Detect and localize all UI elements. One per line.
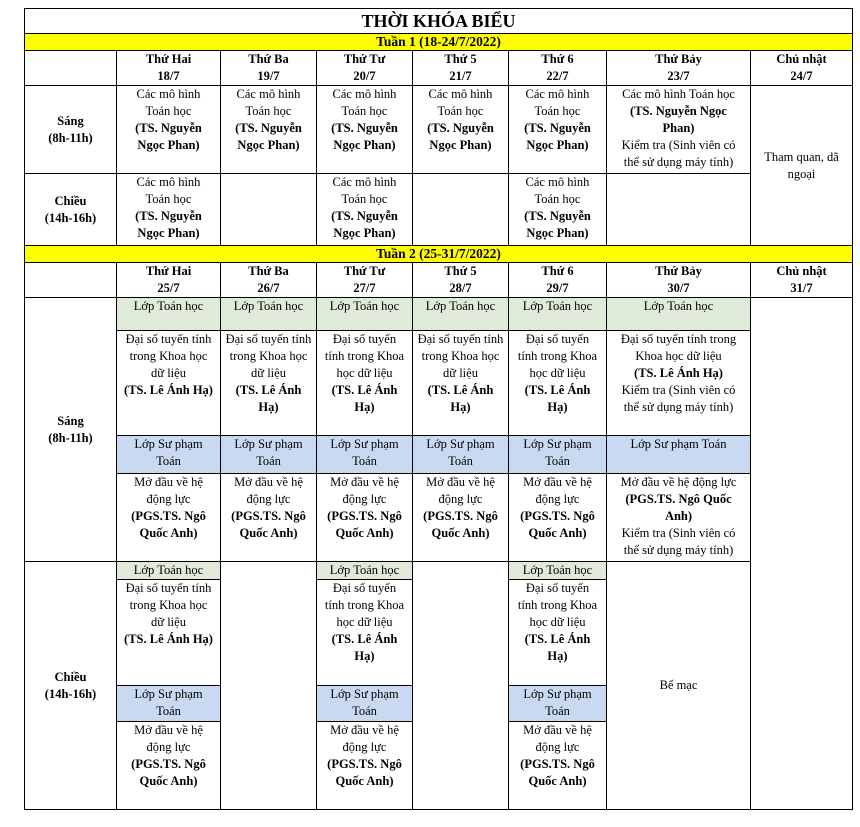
timetable xyxy=(24,8,852,810)
week1-thu-morning: Các mô hình Toán học (TS. Nguyễn Ngọc Phan) xyxy=(413,86,509,174)
week2-tue-am-dyn: Mở đầu về hệ động lực (PGS.TS. Ngô Quốc Anh) xyxy=(221,474,317,562)
week2-wed-am-linalg: Đại số tuyến tính trong Khoa học dữ liệu (TS. Lê Ánh Hạ) xyxy=(317,331,413,436)
week1-sat-afternoon xyxy=(607,174,751,246)
week2-sat-am-math-class: Lớp Toán học xyxy=(607,298,751,331)
week1-day-mon: Thứ Hai 18/7 xyxy=(117,51,221,86)
week2-wed-am-dyn: Mở đầu về hệ động lực (PGS.TS. Ngô Quốc Anh) xyxy=(317,474,413,562)
week1-day-sun: Chủ nhật 24/7 xyxy=(751,51,853,86)
week2-day-fri: Thứ 6 29/7 xyxy=(509,263,607,298)
week2-day-mon: Thứ Hai 25/7 xyxy=(117,263,221,298)
week2-wed-pm-math-class: Lớp Toán học xyxy=(317,562,413,580)
week2-mon-am-dyn: Mở đầu về hệ động lực (PGS.TS. Ngô Quốc Anh) xyxy=(117,474,221,562)
week2-mon-am-ped-class: Lớp Sư phạm Toán xyxy=(117,436,221,474)
week2-banner: Tuần 2 (25-31/7/2022) xyxy=(25,246,853,263)
week2-tue-am-ped-class: Lớp Sư phạm Toán xyxy=(221,436,317,474)
week1-afternoon-label: Chiều (14h-16h) xyxy=(25,174,117,246)
week2-wed-pm-ped-class: Lớp Sư phạm Toán xyxy=(317,686,413,722)
week1-tue-morning: Các mô hình Toán học (TS. Nguyễn Ngọc Phan) xyxy=(221,86,317,174)
week1-sat-morning: Các mô hình Toán học (TS. Nguyễn Ngọc Phan) Kiểm tra (Sinh viên có thể sử dụng máy tính) xyxy=(607,86,751,174)
week2-sat-am-ped-class: Lớp Sư phạm Toán xyxy=(607,436,751,474)
week1-mon-afternoon: Các mô hình Toán học (TS. Nguyễn Ngọc Phan) xyxy=(117,174,221,246)
week1-sunday-excursion: Tham quan, dã ngoại xyxy=(751,86,853,246)
week2-mon-pm-ped-class: Lớp Sư phạm Toán xyxy=(117,686,221,722)
week1-banner: Tuần 1 (18-24/7/2022) xyxy=(25,34,853,51)
week2-mon-pm-linalg: Đại số tuyến tính trong Khoa học dữ liệu (TS. Lê Ánh Hạ) xyxy=(117,580,221,686)
week2-sunday-empty xyxy=(751,298,853,810)
week1-wed-morning: Các mô hình Toán học (TS. Nguyễn Ngọc Phan) xyxy=(317,86,413,174)
week1-wed-afternoon: Các mô hình Toán học (TS. Nguyễn Ngọc Phan) xyxy=(317,174,413,246)
week1-tue-afternoon xyxy=(221,174,317,246)
week2-thu-am-dyn: Mở đầu về hệ động lực (PGS.TS. Ngô Quốc Anh) xyxy=(413,474,509,562)
week2-day-thu: Thứ 5 28/7 xyxy=(413,263,509,298)
week1-fri-afternoon: Các mô hình Toán học (TS. Nguyễn Ngọc Phan) xyxy=(509,174,607,246)
week2-thu-am-ped-class: Lớp Sư phạm Toán xyxy=(413,436,509,474)
week2-tue-am-math-class: Lớp Toán học xyxy=(221,298,317,331)
week2-tue-pm-empty xyxy=(221,562,317,810)
week1-fri-morning: Các mô hình Toán học (TS. Nguyễn Ngọc Phan) xyxy=(509,86,607,174)
week2-day-sat: Thứ Bảy 30/7 xyxy=(607,263,751,298)
week2-fri-pm-dyn: Mở đầu về hệ động lực (PGS.TS. Ngô Quốc Anh) xyxy=(509,722,607,810)
week1-thu-afternoon xyxy=(413,174,509,246)
week2-mon-pm-dyn: Mở đầu về hệ động lực (PGS.TS. Ngô Quốc Anh) xyxy=(117,722,221,810)
corner-cell-2 xyxy=(25,263,117,298)
week2-thu-pm-empty xyxy=(413,562,509,810)
week2-wed-am-math-class: Lớp Toán học xyxy=(317,298,413,331)
week2-wed-pm-linalg: Đại số tuyến tính trong Khoa học dữ liệu (TS. Lê Ánh Hạ) xyxy=(317,580,413,686)
week2-fri-am-ped-class: Lớp Sư phạm Toán xyxy=(509,436,607,474)
week1-day-header-row xyxy=(25,51,853,86)
week2-day-wed: Thứ Tư 27/7 xyxy=(317,263,413,298)
week2-sat-am-linalg: Đại số tuyến tính trong Khoa học dữ liệu (TS. Lê Ánh Hạ) Kiểm tra (Sinh viên có thể sử dụng máy tính) xyxy=(607,331,751,436)
week2-day-header-row xyxy=(25,263,853,298)
week2-afternoon-label: Chiều (14h-16h) xyxy=(25,562,117,810)
week2-thu-am-math-class: Lớp Toán học xyxy=(413,298,509,331)
week2-day-tue: Thứ Ba 26/7 xyxy=(221,263,317,298)
week2-fri-pm-math-class: Lớp Toán học xyxy=(509,562,607,580)
week2-morning-label: Sáng (8h-11h) xyxy=(25,298,117,562)
week2-fri-am-dyn: Mở đầu về hệ động lực (PGS.TS. Ngô Quốc Anh) xyxy=(509,474,607,562)
week2-wed-pm-dyn: Mở đầu về hệ động lực (PGS.TS. Ngô Quốc Anh) xyxy=(317,722,413,810)
week2-mon-pm-math-class: Lớp Toán học xyxy=(117,562,221,580)
week1-day-sat: Thứ Bảy 23/7 xyxy=(607,51,751,86)
week2-fri-pm-linalg: Đại số tuyến tính trong Khoa học dữ liệu (TS. Lê Ánh Hạ) xyxy=(509,580,607,686)
week2-tue-am-linalg: Đại số tuyến tính trong Khoa học dữ liệu (TS. Lê Ánh Hạ) xyxy=(221,331,317,436)
week2-sat-am-dyn: Mở đầu về hệ động lực (PGS.TS. Ngô Quốc Anh) Kiểm tra (Sinh viên có thể sử dụng máy tính) xyxy=(607,474,751,562)
week1-day-thu: Thứ 5 21/7 xyxy=(413,51,509,86)
week2-fri-pm-ped-class: Lớp Sư phạm Toán xyxy=(509,686,607,722)
week2-mon-am-linalg: Đại số tuyến tính trong Khoa học dữ liệu (TS. Lê Ánh Hạ) xyxy=(117,331,221,436)
week2-thu-am-linalg: Đại số tuyến tính trong Khoa học dữ liệu (TS. Lê Ánh Hạ) xyxy=(413,331,509,436)
week1-day-wed: Thứ Tư 20/7 xyxy=(317,51,413,86)
page-title: THỜI KHÓA BIỂU xyxy=(25,9,853,34)
week2-mon-am-math-class: Lớp Toán học xyxy=(117,298,221,331)
week2-wed-am-ped-class: Lớp Sư phạm Toán xyxy=(317,436,413,474)
week2-day-sun: Chủ nhật 31/7 xyxy=(751,263,853,298)
corner-cell xyxy=(25,51,117,86)
week2-sat-closing: Bế mạc xyxy=(607,562,751,810)
timetable-grid xyxy=(24,8,853,810)
week2-fri-am-linalg: Đại số tuyến tính trong Khoa học dữ liệu (TS. Lê Ánh Hạ) xyxy=(509,331,607,436)
week1-morning-label: Sáng (8h-11h) xyxy=(25,86,117,174)
week2-fri-am-math-class: Lớp Toán học xyxy=(509,298,607,331)
week1-day-tue: Thứ Ba 19/7 xyxy=(221,51,317,86)
week1-mon-morning: Các mô hình Toán học (TS. Nguyễn Ngọc Phan) xyxy=(117,86,221,174)
week1-day-fri: Thứ 6 22/7 xyxy=(509,51,607,86)
